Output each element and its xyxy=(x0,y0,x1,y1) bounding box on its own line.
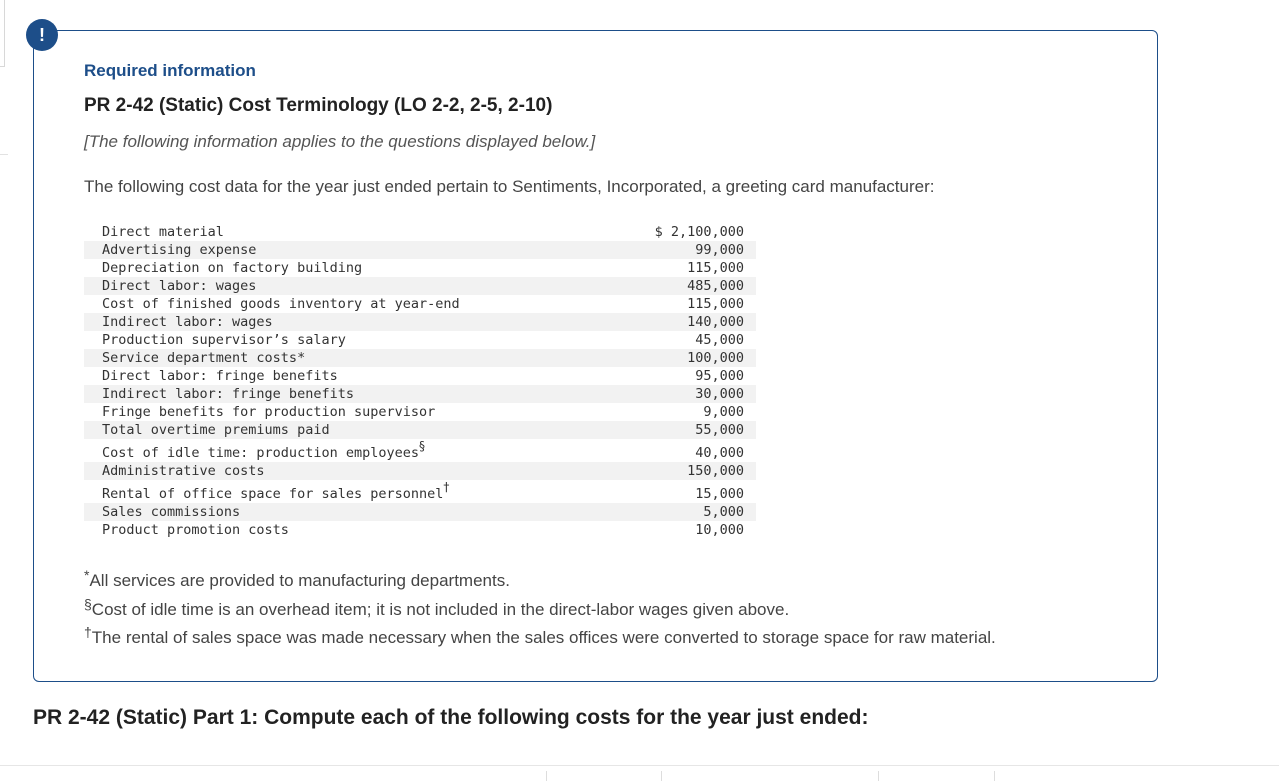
table-row xyxy=(84,331,756,349)
cost-label xyxy=(84,295,460,313)
footnote-section xyxy=(84,596,790,620)
cost-amount: 40,000 xyxy=(695,445,744,461)
cost-label xyxy=(84,462,265,480)
cost-amount: $ 2,100,000 xyxy=(654,224,744,240)
cost-amount: 10,000 xyxy=(695,522,744,538)
footnote-dagger xyxy=(84,624,996,648)
cost-label-text: Cost of idle time: production employees xyxy=(102,445,419,461)
cost-data-table xyxy=(84,223,756,539)
cost-amount: 55,000 xyxy=(695,422,744,438)
table-row xyxy=(84,462,756,480)
table-row xyxy=(84,385,756,403)
cost-label-text: Rental of office space for sales personnel xyxy=(102,486,444,502)
cost-amount: 30,000 xyxy=(695,386,744,402)
required-information-label: Required information xyxy=(84,61,256,80)
column-divider xyxy=(994,771,995,781)
table-row xyxy=(84,223,756,241)
cost-amount: 95,000 xyxy=(695,368,744,384)
cost-amount: 115,000 xyxy=(687,296,744,312)
cost-amount: 45,000 xyxy=(695,332,744,348)
cost-amount: 485,000 xyxy=(687,278,744,294)
table-row xyxy=(84,421,756,439)
table-row xyxy=(84,403,756,421)
footnote-text: All services are provided to manufacturing departments. xyxy=(89,571,510,590)
table-row xyxy=(84,313,756,331)
cost-label-text: Advertising expense xyxy=(102,242,257,258)
cost-label xyxy=(84,313,273,331)
table-row xyxy=(84,277,756,295)
cost-label xyxy=(84,349,305,367)
cost-label-text: Direct material xyxy=(102,224,224,240)
cost-label-text: Service department costs* xyxy=(102,350,306,366)
cost-label xyxy=(84,421,330,439)
footnote-mark: * xyxy=(84,567,90,583)
applies-note: [The following information applies to the questions displayed below.] xyxy=(84,132,596,151)
footnote-reference: § xyxy=(418,439,425,453)
cost-label-text: Sales commissions xyxy=(102,504,241,520)
cost-label xyxy=(84,403,435,421)
table-row xyxy=(84,480,756,503)
cost-label xyxy=(84,331,346,349)
cost-amount: 5,000 xyxy=(703,504,744,520)
bottom-divider xyxy=(0,765,1279,766)
table-row xyxy=(84,295,756,313)
footnote-text: Cost of idle time is an overhead item; it is not included in the direct-labor wages given above. xyxy=(91,600,790,619)
column-divider xyxy=(878,771,879,781)
cost-label-text: Direct labor: wages xyxy=(102,278,257,294)
column-divider xyxy=(546,771,547,781)
footnote-text: The rental of sales space was made necessary when the sales offices were converted to storage space for raw material. xyxy=(91,628,996,647)
cost-label xyxy=(84,259,362,277)
cost-label xyxy=(84,503,240,521)
footnote-mark: † xyxy=(84,624,92,640)
table-row xyxy=(84,349,756,367)
cost-label xyxy=(84,385,354,403)
cost-label-text: Administrative costs xyxy=(102,463,265,479)
cost-label-text: Direct labor: fringe benefits xyxy=(102,368,338,384)
cost-label-text: Indirect labor: fringe benefits xyxy=(102,386,354,402)
cost-amount: 15,000 xyxy=(695,486,744,502)
cost-amount: 115,000 xyxy=(687,260,744,276)
table-row xyxy=(84,503,756,521)
cost-label-text: Cost of finished goods inventory at year-end xyxy=(102,296,460,312)
footnote-mark: § xyxy=(84,596,92,612)
cost-amount: 100,000 xyxy=(687,350,744,366)
intro-text: The following cost data for the year just ended pertain to Sentiments, Incorporated, a greeting card manufacturer: xyxy=(84,177,935,196)
cost-label xyxy=(84,480,450,503)
part-heading: PR 2-42 (Static) Part 1: Compute each of the following costs for the year just ended: xyxy=(33,706,869,729)
table-row xyxy=(84,521,756,539)
exclamation-icon: ! xyxy=(26,19,58,51)
table-row xyxy=(84,241,756,259)
cost-label-text: Indirect labor: wages xyxy=(102,314,273,330)
cost-label xyxy=(84,241,256,259)
cost-label-text: Product promotion costs xyxy=(102,522,289,538)
cost-label-text: Production supervisor’s salary xyxy=(102,332,346,348)
table-row xyxy=(84,367,756,385)
cost-label xyxy=(84,521,289,539)
cost-label-text: Total overtime premiums paid xyxy=(102,422,330,438)
cost-amount: 9,000 xyxy=(703,404,744,420)
cost-amount: 140,000 xyxy=(687,314,744,330)
table-row xyxy=(84,259,756,277)
cost-label xyxy=(84,367,338,385)
left-divider xyxy=(0,154,8,155)
cost-label xyxy=(84,223,224,241)
cost-amount: 99,000 xyxy=(695,242,744,258)
cost-label xyxy=(84,277,256,295)
left-panel-edge xyxy=(0,0,5,67)
cost-amount: 150,000 xyxy=(687,463,744,479)
cost-label xyxy=(84,439,425,462)
problem-title: PR 2-42 (Static) Cost Terminology (LO 2-2, 2-5, 2-10) xyxy=(84,95,553,116)
cost-label-text: Depreciation on factory building xyxy=(102,260,363,276)
footnote-reference: † xyxy=(443,480,450,494)
cost-label-text: Fringe benefits for production supervisor xyxy=(102,404,436,420)
table-row xyxy=(84,439,756,462)
footnote-asterisk xyxy=(84,567,510,591)
column-divider xyxy=(661,771,662,781)
